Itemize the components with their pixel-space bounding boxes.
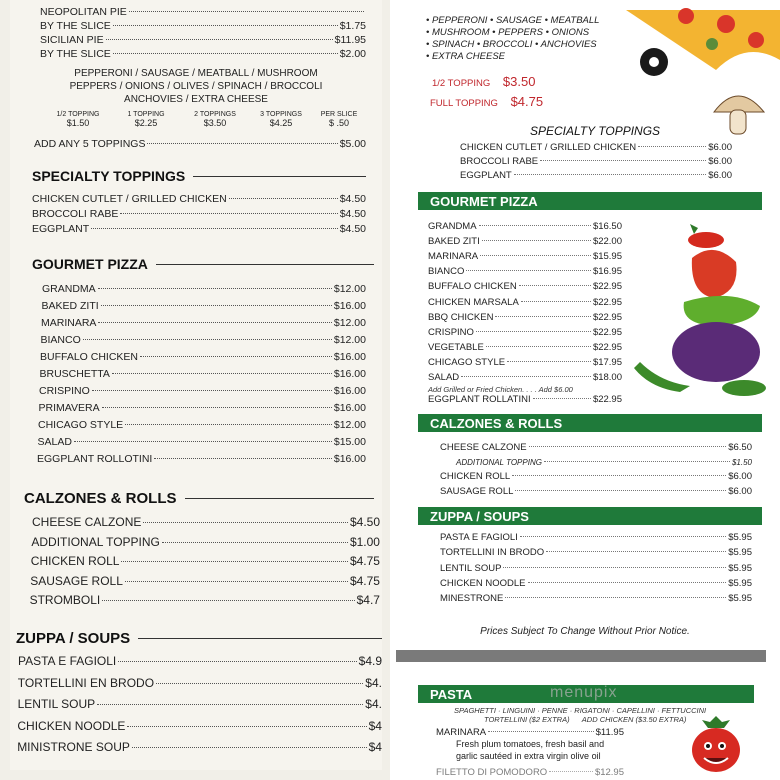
item-price: $22.95 [592, 394, 622, 405]
item-name: GRANDMA [428, 221, 477, 232]
right-menu [390, 0, 780, 780]
specialty-title: SPECIALTY TOPPINGS [530, 124, 661, 138]
menu-row [42, 300, 367, 312]
item-price: $22.00 [592, 236, 622, 248]
item-price: $4. [365, 697, 382, 711]
menu-row [39, 402, 367, 414]
item-name: SALAD [428, 372, 460, 383]
item-price: $4. [365, 675, 382, 690]
item-price: $16.00 [333, 368, 366, 380]
item-price: $4.50 [349, 515, 380, 529]
menu-row [460, 170, 732, 181]
item-name: CHICKEN MARSALA [428, 296, 519, 308]
menu-row [17, 740, 382, 754]
menu-row [18, 697, 382, 711]
menu-row: ADDITIONAL TOPPING $1.50 [456, 458, 752, 467]
item-name: TORTELLINI EN BRODO [17, 675, 155, 690]
pasta-bar: PASTA [418, 685, 754, 703]
pasta-types: SPAGHETTI · LINGUINI · PENNE · RIGATONI · CAPELLINI · FETTUCCINI [454, 706, 707, 715]
item-name: PRIMAVERA [38, 402, 100, 414]
menu-row [38, 436, 367, 448]
mushroom-illustration [708, 86, 768, 140]
item-price: $6.50 [728, 442, 752, 453]
menu-row [41, 317, 366, 329]
menu-row [440, 532, 752, 543]
menu-row: FILETTO DI POMODORO $12.95 [436, 767, 624, 778]
item-name: BUFFALO CHICKEN [428, 281, 517, 293]
item-name: BIANCO [428, 266, 465, 278]
menu-row [37, 453, 366, 465]
menu-row: MARINARA $11.95 [436, 727, 624, 738]
menu-row: EGGPLANT $4.50 [32, 223, 366, 235]
menu-row [428, 221, 622, 232]
menu-row [30, 574, 380, 588]
section-heading: SPECIALTY TOPPINGS [32, 168, 366, 184]
item-name: BROCCOLI RABE [460, 156, 539, 167]
topping-price: 2 TOPPINGS $3.50 [194, 111, 236, 128]
pasta-types: TORTELLINI ($2 EXTRA) ADD CHICKEN ($3.50 EXTRA) [484, 715, 687, 724]
item-price: $4.75 [349, 554, 380, 568]
item-name: STROMBOLI [29, 593, 101, 607]
menu-row [18, 654, 382, 668]
item-price: $5.95 [728, 547, 752, 559]
item-name: SAUSAGE ROLL [30, 573, 123, 588]
item-price: $16.00 [333, 385, 366, 397]
item-name: BBQ CHICKEN [428, 311, 494, 323]
menu-row: BY THE SLICE $1.75 [40, 20, 366, 32]
menu-row [31, 554, 380, 568]
section-heading: GOURMET PIZZA [32, 256, 374, 272]
item-name: CHEESE CALZONE [440, 442, 527, 453]
topping-price: PER SLICE $ .50 [320, 111, 358, 128]
item-name: CHICKEN ROLL [30, 554, 120, 568]
menu-row [440, 547, 752, 558]
item-price: $15.95 [592, 251, 622, 263]
menu-row [428, 312, 622, 323]
item-price: $6.00 [708, 156, 732, 167]
half-topping: 1/2 TOPPING $3.50 [432, 74, 536, 89]
item-name: BIANCO [40, 334, 81, 346]
topping-price: 1 TOPPING $2.25 [127, 111, 165, 128]
item-name: LENTIL SOUP [17, 697, 96, 711]
menu-row [30, 593, 380, 607]
item-name: CHICKEN NOODLE [440, 577, 526, 589]
item-price: $22.95 [592, 341, 622, 353]
item-price: $5.95 [728, 562, 752, 574]
item-price: $12.00 [333, 419, 366, 431]
item-price: $4 [368, 718, 382, 733]
item-name: CRISPINO [39, 385, 90, 397]
watermark: menupix [550, 684, 618, 701]
menu-row [460, 142, 732, 153]
item-price: $5.95 [728, 593, 752, 605]
item-price: $16.00 [333, 402, 366, 414]
menu-row [32, 515, 380, 529]
menu-row [440, 578, 752, 589]
item-name: EGGPLANT ROLLOTINI [37, 453, 153, 465]
menu-row [428, 236, 622, 247]
item-name: CHICAGO STYLE [428, 356, 506, 368]
item-name: PASTA E FAGIOLI [440, 532, 518, 543]
item-name: EGGPLANT [460, 170, 512, 181]
toppings-line: PEPPERS / ONIONS / OLIVES / SPINACH / BROCCOLI [69, 81, 323, 92]
item-price: $16.00 [333, 351, 366, 363]
menu-row [440, 563, 752, 574]
menu-row: NEOPOLITAN PIE [40, 6, 366, 18]
menu-row [428, 327, 622, 338]
menu-row [460, 156, 732, 167]
item-price: $22.95 [592, 281, 622, 293]
menu-row [38, 419, 366, 431]
item-name: BAKED ZITI [41, 300, 99, 312]
item-name: CHICKEN ROLL [440, 471, 511, 482]
menu-row: CHICKEN CUTLET / GRILLED CHICKEN $4.50 [32, 193, 366, 205]
menu-row [18, 676, 382, 690]
menu-row: ADD ANY 5 TOPPINGS $5.00 [34, 138, 366, 150]
item-name: SALAD [37, 436, 72, 448]
item-price: $22.95 [592, 311, 622, 323]
toppings-line: PEPPERONI / SAUSAGE / MEATBALL / MUSHROOM [74, 68, 318, 79]
menu-row [428, 372, 622, 383]
item-name: ADDITIONAL TOPPING [31, 534, 160, 549]
menu-row [428, 281, 622, 292]
price-notice: Prices Subject To Change Without Prior Notice. [480, 626, 690, 637]
old-menu-paper [10, 0, 382, 770]
item-price: $5.95 [728, 577, 752, 589]
menu-row [428, 357, 622, 368]
item-price: $22.95 [592, 296, 622, 308]
item-name: CHICAGO STYLE [38, 419, 124, 431]
menu-row [40, 351, 366, 363]
item-price: $4.9 [358, 654, 382, 668]
salad-note: Add Grilled or Fried Chicken. . . . Add $6.00 [428, 385, 573, 394]
item-price: $16.00 [333, 453, 366, 465]
item-price: $4 [368, 740, 382, 754]
pasta-desc: Fresh plum tomatoes, fresh basil and [456, 739, 605, 749]
item-price: $6.00 [708, 170, 732, 181]
item-price: $16.00 [333, 300, 366, 312]
toppings-line: • EXTRA CHEESE [426, 51, 505, 62]
item-price: $4.7 [356, 593, 380, 607]
gourmet-bar: GOURMET PIZZA [418, 192, 762, 210]
item-name: MINISTRONE SOUP [17, 740, 130, 754]
soups-bar: ZUPPA / SOUPS [418, 507, 762, 525]
item-name: MINESTRONE [440, 593, 504, 605]
menu-row [440, 593, 752, 604]
item-price: $22.95 [592, 326, 622, 338]
topping-price: 1/2 TOPPING $1.50 [56, 111, 100, 128]
item-name: CHICKEN NOODLE [17, 718, 126, 733]
item-price: $6.00 [728, 486, 752, 497]
toppings-line: • PEPPERONI • SAUSAGE • MEATBALL [426, 15, 600, 26]
menu-row [428, 251, 622, 262]
item-name: BRUSCHETTA [39, 368, 110, 380]
menu-row [17, 719, 382, 733]
item-name: GRANDMA [42, 283, 96, 295]
menu-row: BY THE SLICE $2.00 [40, 48, 366, 60]
item-name: BAKED ZITI [428, 236, 480, 248]
item-name: VEGETABLE [428, 341, 484, 353]
item-price: $1.00 [349, 534, 380, 549]
item-price: $17.95 [592, 356, 622, 368]
item-price: $18.00 [592, 372, 622, 383]
pasta-desc: garlic sautéed in extra virgin olive oil [456, 751, 601, 761]
tomato-illustration [690, 716, 742, 774]
menu-row [41, 334, 367, 346]
item-name: CRISPINO [428, 326, 474, 338]
item-price: $16.50 [592, 221, 622, 232]
image-divider [396, 650, 766, 662]
vegetables-illustration [620, 222, 770, 402]
menu-row [440, 442, 752, 453]
menu-row [31, 535, 380, 549]
item-name: CHICKEN CUTLET / GRILLED CHICKEN [460, 142, 637, 153]
menu-row [39, 385, 366, 397]
item-price: $15.00 [333, 436, 366, 448]
item-name: PASTA E FAGIOLI [18, 654, 117, 668]
item-name: MARINARA [41, 317, 97, 329]
item-name: MARINARA [428, 251, 479, 263]
item-price: $12.00 [333, 317, 366, 329]
section-heading: CALZONES & ROLLS [24, 490, 374, 507]
item-price: $12.00 [333, 334, 366, 346]
item-name: BUFFALO CHICKEN [40, 351, 139, 363]
menu-row: SICILIAN PIE $11.95 [40, 34, 366, 46]
toppings-line: • MUSHROOM • PEPPERS • ONIONS [426, 27, 590, 38]
menu-row [440, 471, 752, 482]
item-price: $12.00 [333, 283, 366, 295]
item-name: EGGPLANT ROLLATINI [428, 394, 531, 405]
section-heading: ZUPPA / SOUPS [16, 630, 382, 647]
menu-row [428, 266, 622, 277]
pizza-slice-illustration [626, 0, 780, 82]
menu-row [428, 297, 622, 308]
menu-row [428, 394, 622, 405]
menu-row [40, 368, 367, 380]
item-price: $6.00 [728, 471, 752, 482]
item-name: LENTIL SOUP [440, 562, 502, 574]
toppings-line: • SPINACH • BROCCOLI • ANCHOVIES [426, 39, 597, 50]
item-price: $5.95 [728, 532, 752, 543]
item-name: CHEESE CALZONE [32, 515, 142, 529]
item-price: $6.00 [708, 142, 732, 153]
menu-row [440, 486, 752, 497]
menu-row: BROCCOLI RABE $4.50 [32, 208, 366, 220]
menu-row [42, 283, 366, 295]
toppings-line: ANCHOVIES / EXTRA CHEESE [124, 94, 268, 105]
item-price: $16.95 [592, 266, 622, 278]
item-name: TORTELLINI IN BRODO [440, 547, 545, 559]
calzones-bar: CALZONES & ROLLS [418, 414, 762, 432]
topping-price: 3 TOPPINGS $4.25 [260, 111, 302, 128]
full-topping: FULL TOPPING $4.75 [430, 94, 544, 109]
item-price: $4.75 [349, 573, 380, 588]
menu-row [428, 342, 622, 353]
item-name: SAUSAGE ROLL [440, 486, 514, 497]
